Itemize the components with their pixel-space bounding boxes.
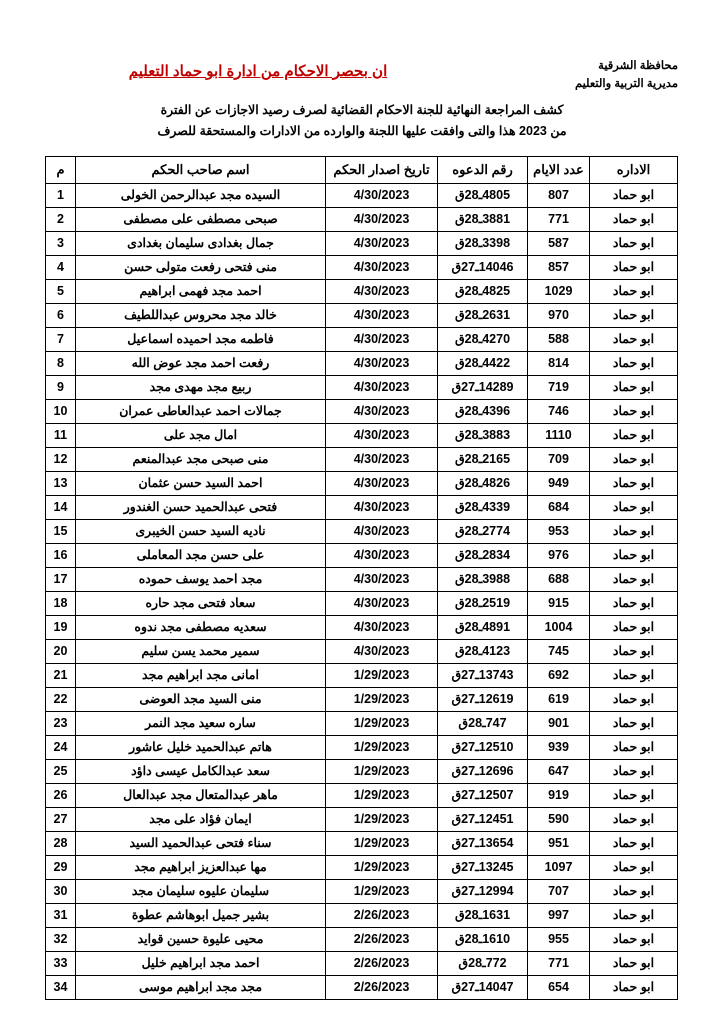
cell-case: 12510ـ27ق	[438, 736, 528, 760]
cell-days: 771	[528, 208, 590, 232]
cell-date: 1/29/2023	[326, 760, 438, 784]
cell-admin: ابو حماد	[590, 856, 678, 880]
table-row	[46, 208, 678, 232]
cell-serial: 28	[46, 832, 76, 856]
cell-date: 1/29/2023	[326, 784, 438, 808]
cell-date: 4/30/2023	[326, 184, 438, 208]
cell-date: 1/29/2023	[326, 688, 438, 712]
column-header-case: رقم الدعوه	[438, 157, 528, 184]
table-row	[46, 568, 678, 592]
table-row	[46, 832, 678, 856]
cell-name: منى السيد مجد العوضى	[76, 688, 326, 712]
table-row	[46, 544, 678, 568]
cell-days: 1110	[528, 424, 590, 448]
cell-name: منى فتحى رفعت متولى حسن	[76, 256, 326, 280]
cell-date: 2/26/2023	[326, 976, 438, 1000]
cell-name: ايمان فؤاد على مجد	[76, 808, 326, 832]
cell-serial: 5	[46, 280, 76, 304]
cell-days: 647	[528, 760, 590, 784]
cell-name: على حسن مجد المعاملى	[76, 544, 326, 568]
cell-days: 590	[528, 808, 590, 832]
table-row	[46, 784, 678, 808]
cell-serial: 33	[46, 952, 76, 976]
cell-name: ربيع مجد مهدى مجد	[76, 376, 326, 400]
cell-days: 915	[528, 592, 590, 616]
cell-serial: 6	[46, 304, 76, 328]
cell-case: 3398ـ28ق	[438, 232, 528, 256]
cell-serial: 32	[46, 928, 76, 952]
cell-case: 4805ـ28ق	[438, 184, 528, 208]
cell-days: 771	[528, 952, 590, 976]
cell-case: 14047ـ27ق	[438, 976, 528, 1000]
cell-days: 707	[528, 880, 590, 904]
cell-admin: ابو حماد	[590, 208, 678, 232]
cell-admin: ابو حماد	[590, 280, 678, 304]
cell-admin: ابو حماد	[590, 328, 678, 352]
table-row	[46, 352, 678, 376]
cell-case: 12507ـ27ق	[438, 784, 528, 808]
cell-name: محيى عليوة حسين قوايد	[76, 928, 326, 952]
cell-serial: 13	[46, 472, 76, 496]
cell-days: 1029	[528, 280, 590, 304]
cell-days: 709	[528, 448, 590, 472]
cell-date: 1/29/2023	[326, 736, 438, 760]
cell-days: 939	[528, 736, 590, 760]
cell-days: 919	[528, 784, 590, 808]
cell-serial: 24	[46, 736, 76, 760]
cell-days: 1097	[528, 856, 590, 880]
cell-case: 14289ـ27ق	[438, 376, 528, 400]
page-title: ان بحصر الاحكام من ادارة ابو حماد التعليم	[128, 63, 388, 80]
cell-case: 2165ـ28ق	[438, 448, 528, 472]
cell-name: سناء فتحى عبدالحميد السيد	[76, 832, 326, 856]
cell-days: 857	[528, 256, 590, 280]
document-subtitle	[46, 100, 678, 143]
cell-date: 4/30/2023	[326, 232, 438, 256]
cell-serial: 3	[46, 232, 76, 256]
cell-date: 4/30/2023	[326, 328, 438, 352]
cell-date: 4/30/2023	[326, 352, 438, 376]
cell-name: فاطمه مجد احميده اسماعيل	[76, 328, 326, 352]
cell-name: بشير جميل ابوهاشم عطوة	[76, 904, 326, 928]
column-header-days: عدد الايام	[528, 157, 590, 184]
cell-name: هاتم عبدالحميد خليل عاشور	[76, 736, 326, 760]
cell-case: 12994ـ27ق	[438, 880, 528, 904]
cell-name: خالد مجد محروس عبداللطيف	[76, 304, 326, 328]
cell-name: سمير محمد يسن سليم	[76, 640, 326, 664]
cell-date: 2/26/2023	[326, 904, 438, 928]
cell-admin: ابو حماد	[590, 592, 678, 616]
cell-serial: 15	[46, 520, 76, 544]
cell-date: 4/30/2023	[326, 472, 438, 496]
cell-date: 4/30/2023	[326, 640, 438, 664]
cell-serial: 16	[46, 544, 76, 568]
cell-admin: ابو حماد	[590, 352, 678, 376]
cell-case: 3881ـ28ق	[438, 208, 528, 232]
cell-days: 970	[528, 304, 590, 328]
subtitle-line-2: من 2023 هذا والتى وافقت عليها اللجنة والوارده من الادارات والمستحقة للصرف	[157, 123, 567, 138]
cell-date: 4/30/2023	[326, 568, 438, 592]
cell-serial: 27	[46, 808, 76, 832]
table-row	[46, 424, 678, 448]
cell-name: جمال بغدادى سليمان بغدادى	[76, 232, 326, 256]
cell-days: 901	[528, 712, 590, 736]
cell-admin: ابو حماد	[590, 184, 678, 208]
table-header-row	[46, 157, 678, 184]
cell-name: السيده مجد عبدالرحمن الخولى	[76, 184, 326, 208]
cell-days: 692	[528, 664, 590, 688]
cell-date: 1/29/2023	[326, 832, 438, 856]
table-row	[46, 688, 678, 712]
table-row	[46, 976, 678, 1000]
cell-date: 4/30/2023	[326, 520, 438, 544]
rulings-table	[45, 156, 678, 1000]
cell-admin: ابو حماد	[590, 784, 678, 808]
cell-name: فتحى عبدالحميد حسن الغندور	[76, 496, 326, 520]
cell-days: 807	[528, 184, 590, 208]
cell-date: 4/30/2023	[326, 616, 438, 640]
cell-admin: ابو حماد	[590, 976, 678, 1000]
cell-serial: 26	[46, 784, 76, 808]
cell-case: 4826ـ28ق	[438, 472, 528, 496]
table-row	[46, 448, 678, 472]
cell-admin: ابو حماد	[590, 640, 678, 664]
cell-date: 2/26/2023	[326, 952, 438, 976]
cell-serial: 30	[46, 880, 76, 904]
cell-serial: 25	[46, 760, 76, 784]
cell-case: 14046ـ27ق	[438, 256, 528, 280]
table-row	[46, 376, 678, 400]
table-row	[46, 496, 678, 520]
table-row	[46, 880, 678, 904]
cell-name: امال مجد على	[76, 424, 326, 448]
cell-name: جمالات احمد عبدالعاطى عمران	[76, 400, 326, 424]
cell-case: 1610ـ28ق	[438, 928, 528, 952]
cell-serial: 7	[46, 328, 76, 352]
cell-name: سعاد فتحى مجد حاره	[76, 592, 326, 616]
table-row	[46, 808, 678, 832]
cell-days: 745	[528, 640, 590, 664]
cell-admin: ابو حماد	[590, 544, 678, 568]
cell-days: 955	[528, 928, 590, 952]
cell-serial: 31	[46, 904, 76, 928]
cell-date: 4/30/2023	[326, 376, 438, 400]
table-row	[46, 232, 678, 256]
table-row	[46, 184, 678, 208]
cell-case: 3988ـ28ق	[438, 568, 528, 592]
cell-days: 688	[528, 568, 590, 592]
cell-date: 4/30/2023	[326, 304, 438, 328]
table-row	[46, 664, 678, 688]
cell-admin: ابو حماد	[590, 448, 678, 472]
table-row	[46, 400, 678, 424]
table-row	[46, 760, 678, 784]
cell-case: 4123ـ28ق	[438, 640, 528, 664]
cell-case: 747ـ28ق	[438, 712, 528, 736]
directorate-label: مديرية التربية والتعليم	[574, 77, 678, 90]
cell-serial: 18	[46, 592, 76, 616]
cell-serial: 2	[46, 208, 76, 232]
cell-days: 654	[528, 976, 590, 1000]
cell-date: 4/30/2023	[326, 400, 438, 424]
cell-admin: ابو حماد	[590, 808, 678, 832]
cell-admin: ابو حماد	[590, 952, 678, 976]
table-row	[46, 640, 678, 664]
table-row	[46, 928, 678, 952]
cell-days: 588	[528, 328, 590, 352]
cell-date: 4/30/2023	[326, 280, 438, 304]
cell-serial: 21	[46, 664, 76, 688]
cell-serial: 8	[46, 352, 76, 376]
table-row	[46, 520, 678, 544]
cell-serial: 11	[46, 424, 76, 448]
cell-date: 2/26/2023	[326, 928, 438, 952]
cell-days: 719	[528, 376, 590, 400]
table-body	[46, 184, 678, 1000]
cell-date: 4/30/2023	[326, 256, 438, 280]
cell-name: سعديه مصطفى مجد ندوه	[76, 616, 326, 640]
cell-admin: ابو حماد	[590, 232, 678, 256]
cell-admin: ابو حماد	[590, 832, 678, 856]
cell-case: 4825ـ28ق	[438, 280, 528, 304]
cell-case: 4339ـ28ق	[438, 496, 528, 520]
cell-case: 4270ـ28ق	[438, 328, 528, 352]
cell-days: 951	[528, 832, 590, 856]
cell-days: 949	[528, 472, 590, 496]
cell-name: احمد مجد فهمى ابراهيم	[76, 280, 326, 304]
cell-serial: 17	[46, 568, 76, 592]
cell-case: 2774ـ28ق	[438, 520, 528, 544]
subtitle-line-1: كشف المراجعة النهائية للجنة الاحكام القضائية لصرف رصيد الاجازات عن الفترة	[160, 102, 564, 117]
cell-case: 4396ـ28ق	[438, 400, 528, 424]
cell-serial: 23	[46, 712, 76, 736]
cell-name: ساره سعيد مجد النمر	[76, 712, 326, 736]
cell-admin: ابو حماد	[590, 568, 678, 592]
cell-serial: 22	[46, 688, 76, 712]
cell-admin: ابو حماد	[590, 904, 678, 928]
cell-name: احمد السيد حسن عثمان	[76, 472, 326, 496]
cell-date: 4/30/2023	[326, 424, 438, 448]
cell-serial: 4	[46, 256, 76, 280]
table-row	[46, 304, 678, 328]
cell-date: 4/30/2023	[326, 592, 438, 616]
table-row	[46, 256, 678, 280]
cell-admin: ابو حماد	[590, 256, 678, 280]
cell-name: منى صبحى مجد عبدالمنعم	[76, 448, 326, 472]
cell-serial: 14	[46, 496, 76, 520]
cell-serial: 9	[46, 376, 76, 400]
cell-name: مها عبدالعزيز ابراهيم مجد	[76, 856, 326, 880]
cell-admin: ابو حماد	[590, 376, 678, 400]
cell-days: 1004	[528, 616, 590, 640]
cell-serial: 19	[46, 616, 76, 640]
cell-admin: ابو حماد	[590, 496, 678, 520]
cell-name: مجد احمد يوسف حموده	[76, 568, 326, 592]
cell-name: ماهر عبدالمتعال مجد عبدالعال	[76, 784, 326, 808]
cell-case: 4422ـ28ق	[438, 352, 528, 376]
cell-admin: ابو حماد	[590, 520, 678, 544]
cell-admin: ابو حماد	[590, 616, 678, 640]
cell-serial: 20	[46, 640, 76, 664]
cell-days: 684	[528, 496, 590, 520]
cell-date: 4/30/2023	[326, 208, 438, 232]
cell-admin: ابو حماد	[590, 664, 678, 688]
table-row	[46, 736, 678, 760]
cell-admin: ابو حماد	[590, 688, 678, 712]
cell-name: سعد عبدالكامل عيسى داؤد	[76, 760, 326, 784]
table-row	[46, 280, 678, 304]
cell-name: صبحى مصطفى على مصطفى	[76, 208, 326, 232]
cell-name: سليمان عليوه سليمان مجد	[76, 880, 326, 904]
cell-serial: 1	[46, 184, 76, 208]
cell-days: 814	[528, 352, 590, 376]
cell-days: 587	[528, 232, 590, 256]
cell-case: 13245ـ27ق	[438, 856, 528, 880]
cell-case: 3883ـ28ق	[438, 424, 528, 448]
cell-date: 1/29/2023	[326, 808, 438, 832]
cell-case: 4891ـ28ق	[438, 616, 528, 640]
cell-date: 4/30/2023	[326, 448, 438, 472]
cell-admin: ابو حماد	[590, 712, 678, 736]
column-header-name: اسم صاحب الحكم	[76, 157, 326, 184]
cell-days: 746	[528, 400, 590, 424]
cell-serial: 12	[46, 448, 76, 472]
cell-name: احمد مجد ابراهيم خليل	[76, 952, 326, 976]
table-row	[46, 328, 678, 352]
cell-name: ناديه السيد حسن الخيبرى	[76, 520, 326, 544]
cell-days: 619	[528, 688, 590, 712]
cell-case: 13654ـ27ق	[438, 832, 528, 856]
table-row	[46, 904, 678, 928]
cell-serial: 10	[46, 400, 76, 424]
cell-case: 13743ـ27ق	[438, 664, 528, 688]
cell-admin: ابو حماد	[590, 880, 678, 904]
cell-admin: ابو حماد	[590, 736, 678, 760]
cell-admin: ابو حماد	[590, 760, 678, 784]
cell-admin: ابو حماد	[590, 928, 678, 952]
table-row	[46, 856, 678, 880]
table-row	[46, 616, 678, 640]
cell-case: 2834ـ28ق	[438, 544, 528, 568]
table-row	[46, 472, 678, 496]
cell-admin: ابو حماد	[590, 424, 678, 448]
table-row	[46, 712, 678, 736]
cell-case: 2519ـ28ق	[438, 592, 528, 616]
cell-case: 12451ـ27ق	[438, 808, 528, 832]
cell-date: 1/29/2023	[326, 712, 438, 736]
cell-days: 997	[528, 904, 590, 928]
column-header-serial: م	[46, 157, 76, 184]
column-header-admin: الاداره	[590, 157, 678, 184]
cell-name: امانى مجد ابراهيم مجد	[76, 664, 326, 688]
cell-case: 2631ـ28ق	[438, 304, 528, 328]
cell-admin: ابو حماد	[590, 304, 678, 328]
cell-name: مجد مجد ابراهيم موسى	[76, 976, 326, 1000]
table-row	[46, 952, 678, 976]
cell-case: 772ـ28ق	[438, 952, 528, 976]
cell-serial: 29	[46, 856, 76, 880]
cell-date: 4/30/2023	[326, 496, 438, 520]
cell-case: 12619ـ27ق	[438, 688, 528, 712]
cell-date: 1/29/2023	[326, 664, 438, 688]
cell-admin: ابو حماد	[590, 400, 678, 424]
cell-serial: 34	[46, 976, 76, 1000]
cell-case: 12696ـ27ق	[438, 760, 528, 784]
cell-days: 976	[528, 544, 590, 568]
cell-date: 4/30/2023	[326, 544, 438, 568]
cell-date: 1/29/2023	[326, 856, 438, 880]
governorate-label: محافظة الشرقية	[598, 60, 678, 72]
table-row	[46, 592, 678, 616]
column-header-date: تاريخ اصدار الحكم	[326, 157, 438, 184]
cell-days: 953	[528, 520, 590, 544]
cell-date: 1/29/2023	[326, 880, 438, 904]
cell-name: رفعت احمد مجد عوض الله	[76, 352, 326, 376]
cell-case: 1631ـ28ق	[438, 904, 528, 928]
cell-admin: ابو حماد	[590, 472, 678, 496]
